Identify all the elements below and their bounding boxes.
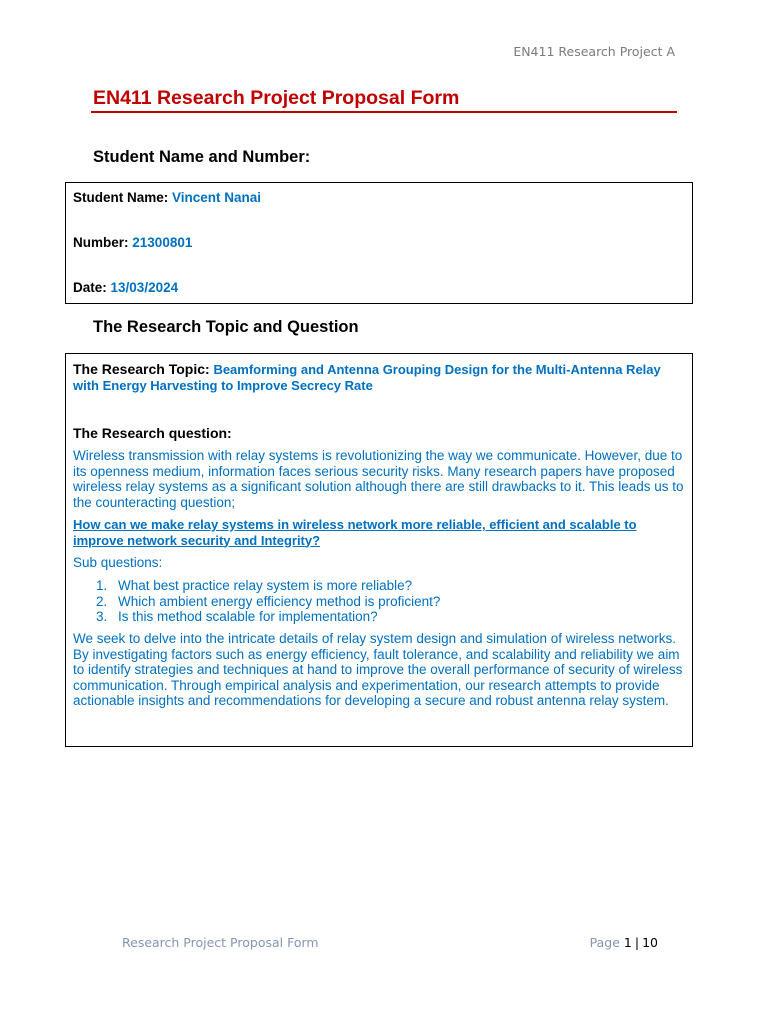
footer-page-total: 10 [642,935,658,950]
research-topic-value: Beamforming and Antenna Grouping Design for the Multi-Antenna Relay with Energy Harvesting to Improve Secrecy Rate [73,362,661,393]
date-label: Date: [73,280,107,295]
research-box [65,353,693,747]
research-topic [73,361,685,394]
research-section-heading: The Research Topic and Question [93,318,359,336]
list-number: 3. [96,609,108,624]
list-text: Which ambient energy efficiency method is proficient? [118,593,441,609]
student-number-label: Number: [73,235,129,250]
document-title: EN411 Research Project Proposal Form [93,87,460,109]
student-section-heading: Student Name and Number: [93,148,311,166]
student-info-box [65,182,693,304]
footer-page-word: Page [589,935,620,950]
closing-paragraph: We seek to delve into the intricate details of relay system design and simulation of wireless networks. By investigating factors such as energy efficiency, fault tolerance, and scalability and reliability we aim to identify strategies and techniques at hand to improve the overall performance of security of wireless communication. Through empirical analysis and experimentation, our research attempts to provide actionable insights and recommendations for developing a secure and robust antenna relay system. [73,631,683,708]
student-number-field [73,235,192,250]
list-text: Is this method scalable for implementation? [118,609,378,624]
list-number: 1. [96,578,108,593]
footer-document-name: Research Project Proposal Form [122,935,319,950]
footer-page-indicator [590,935,658,950]
list-text: What best practice relay system is more reliable? [118,578,413,593]
intro-paragraph: Wireless transmission with relay systems is revolutionizing the way we communicate. However, due to its openness medium, information faces serious security risks. Many research papers have proposed wireless relay systems as a significant solution although there are still drawbacks to it. This leads us to the counteracting question; [73,448,684,510]
list-item [96,578,440,594]
student-number-value: 21300801 [132,235,193,250]
list-item [96,594,440,610]
list-number: 2. [96,593,108,609]
footer-page-number: 1 [623,935,632,950]
research-topic-label: The Research Topic: [73,361,210,377]
student-name-field [73,190,261,205]
student-name-label: Student Name: [73,190,169,205]
sub-questions-list [96,578,440,625]
student-name-value: Vincent Nanai [172,190,262,205]
footer-separator: | [634,935,640,950]
sub-questions-label: Sub questions: [73,555,163,570]
main-research-question: How can we make relay systems in wireless network more reliable, efficient and scalable to improve network security and Integrity? [73,517,637,548]
date-field [73,280,178,295]
date-value: 13/03/2024 [110,280,179,295]
list-item [96,609,440,625]
title-underline-rule [91,111,677,113]
research-question-label: The Research question: [73,425,232,441]
running-header: EN411 Research Project A [513,44,675,59]
